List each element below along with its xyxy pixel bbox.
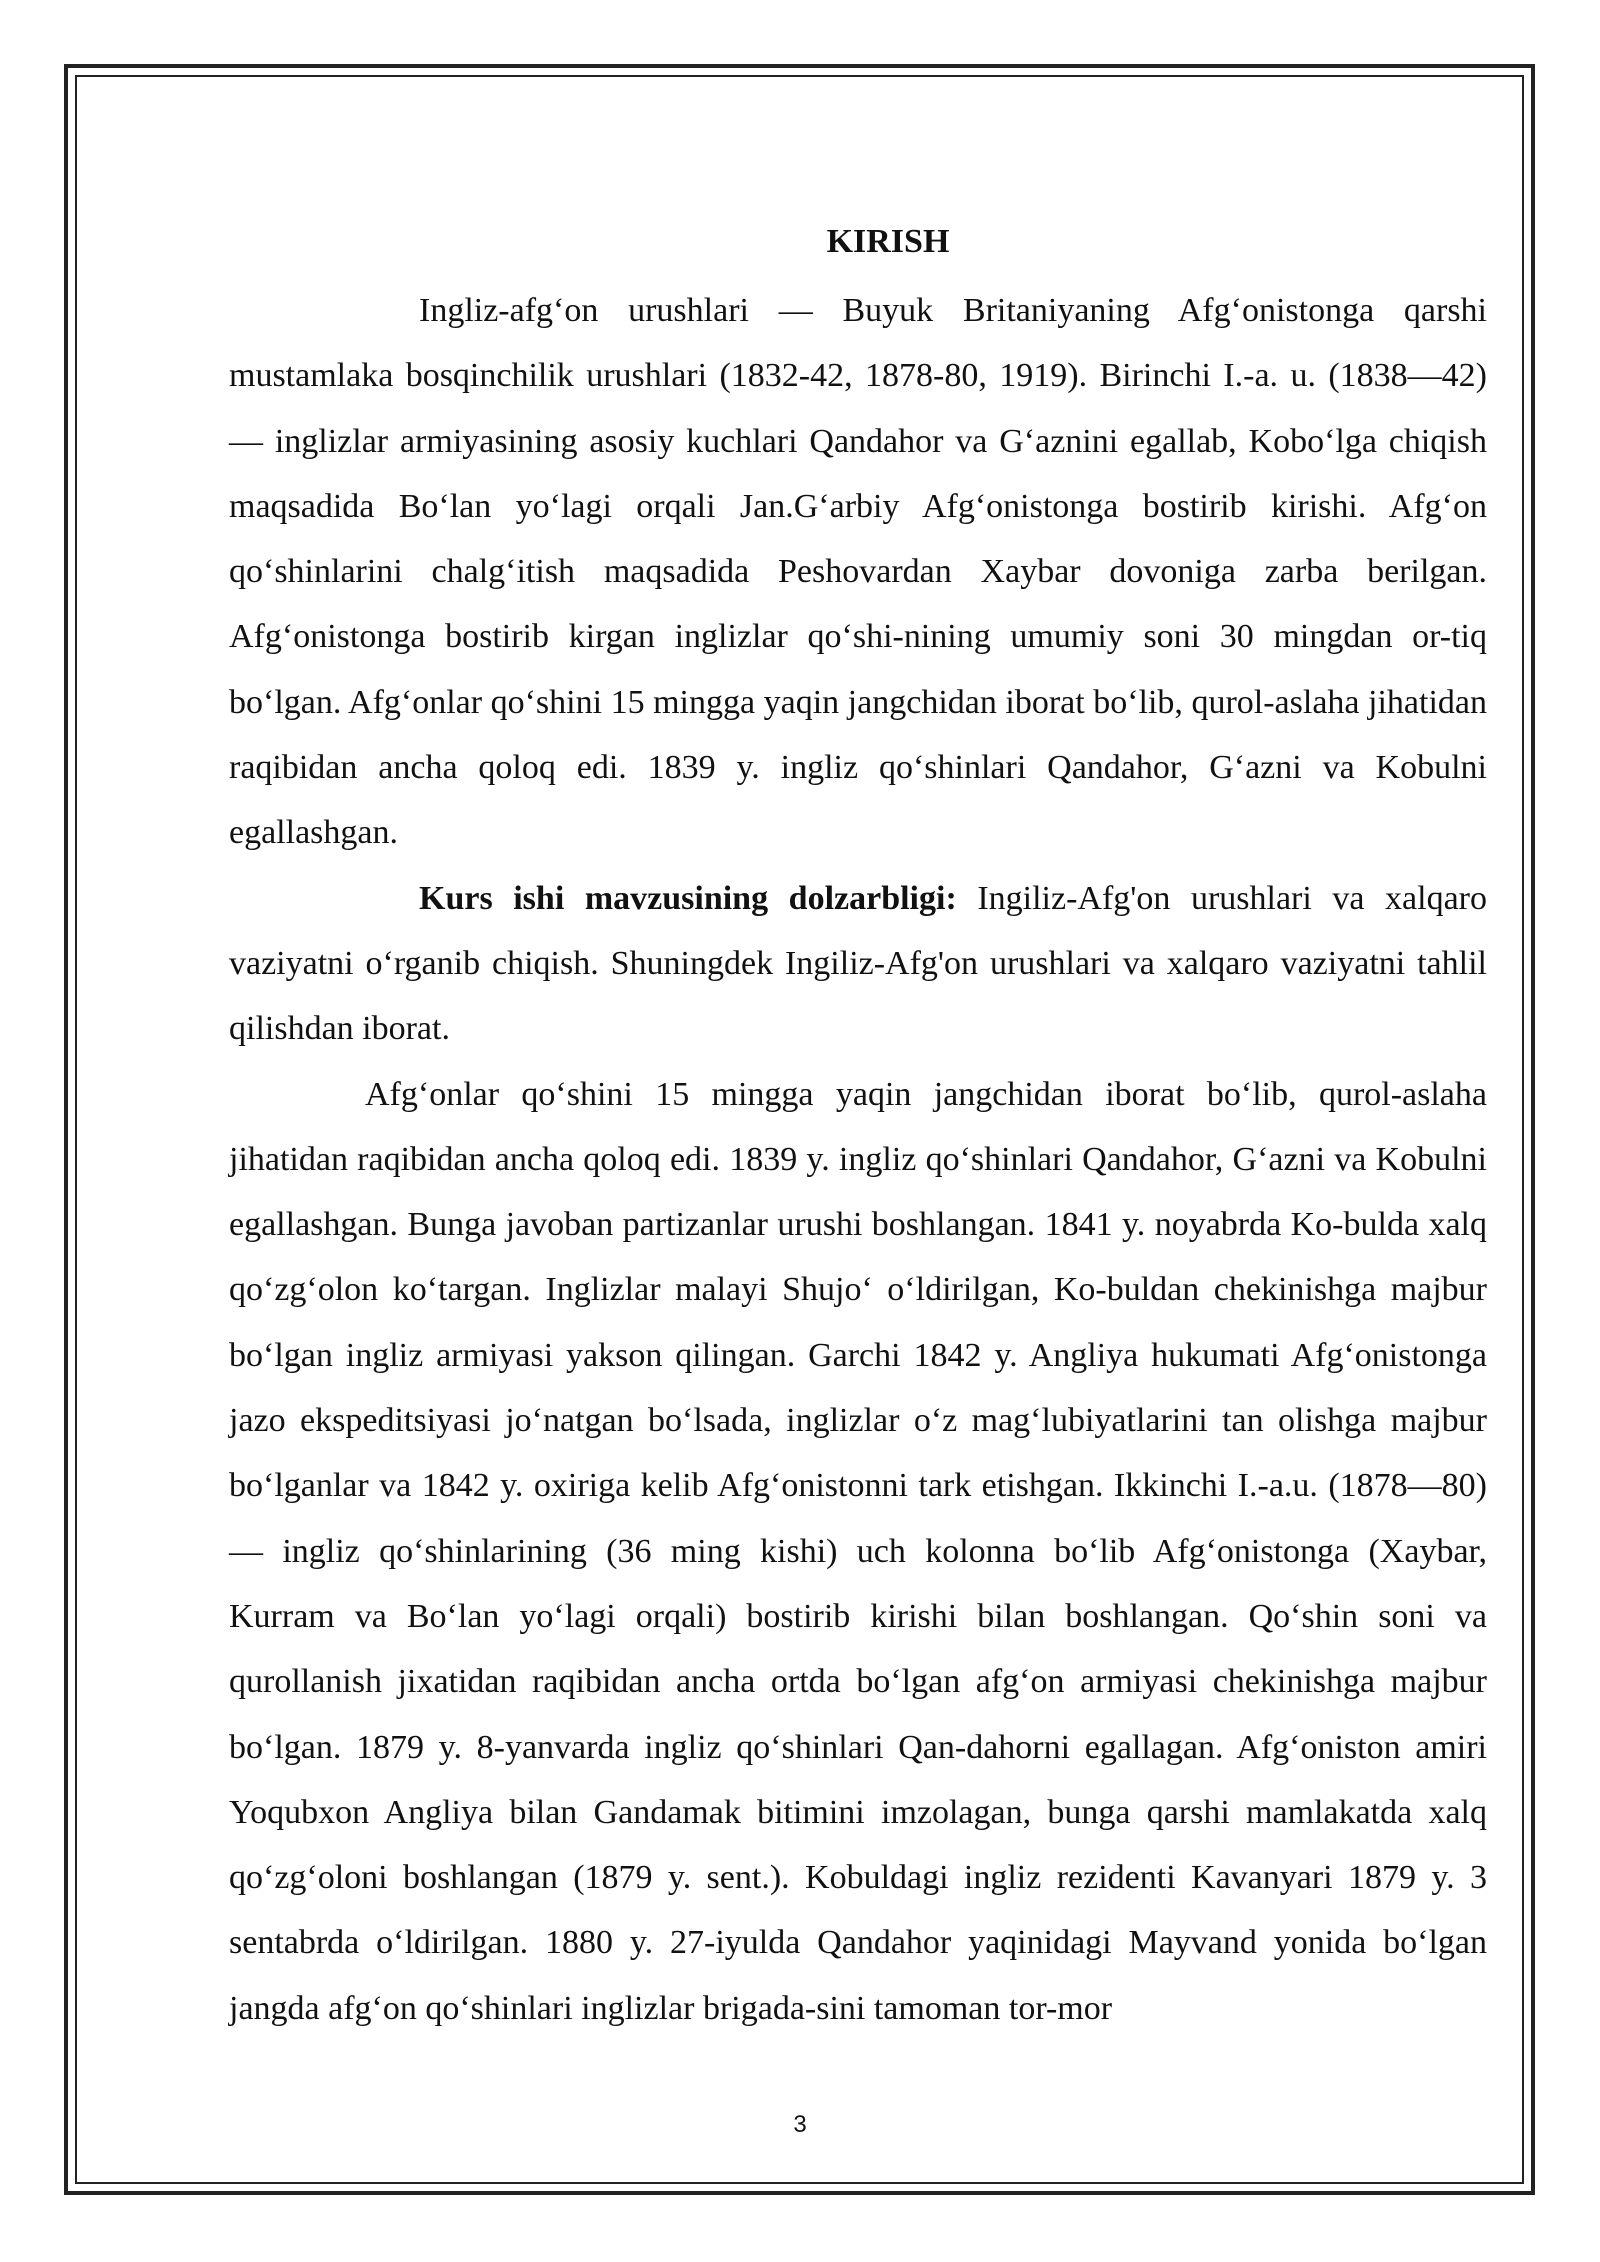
document-body [229, 210, 1487, 2041]
paragraph-history: Afg‘onlar qo‘shini 15 mingga yaqin jangchidan iborat bo‘lib, qurol-aslaha jihatidan raqibidan ancha qoloq edi. 1839 y. ingliz qo‘shinlari Qandahor, G‘azni va Kobulni egallashgan. Bunga javoban partizanlar urushi boshlangan. 1841 y. noyabrda Ko-bulda xalq qo‘zg‘olon ko‘targan. Inglizlar malayi Shujo‘ o‘ldirilgan, Ko-buldan chekinishga majbur bo‘lgan ingliz armiyasi yakson qilingan. Garchi 1842 y. Angliya hukumati Afg‘onistonga jazo ekspeditsiyasi jo‘natgan bo‘lsada, inglizlar o‘z mag‘lubiyatlarini tan olishga majbur bo‘lganlar va 1842 y. oxiriga kelib Afg‘onistonni tark etishgan. Ikkinchi I.-a.u. (1878—80) — ingliz qo‘shinlarining (36 ming kishi) uch kolonna bo‘lib Afg‘onistonga (Xaybar, Kurram va Bo‘lan yo‘lagi orqali) bostirib kirishi bilan boshlangan. Qo‘shin soni va qurollanish jixatidan raqibidan ancha ortda bo‘lgan afg‘on armiyasi chekinishga majbur bo‘lgan. 1879 y. 8-yanvarda ingliz qo‘shinlari Qan-dahorni egallagan. Afg‘oniston amiri Yoqubxon Angliya bilan Gandamak bitimini imzolagan, bunga qarshi mamlakatda xalq qo‘zg‘oloni boshlangan (1879 y. sent.). Kobuldagi ingliz rezidenti Kavanyari 1879 y. 3 sentabrda o‘ldirilgan. 1880 y. 27-iyulda Qandahor yaqinidagi Mayvand yonida bo‘lgan jangda afg‘on qo‘shinlari inglizlar brigada-sini tamoman tor-mor [229, 1075, 1487, 2027]
relevance-body: Ingiliz-Afg'on urushlari va xalqaro vaziyatni o‘rganib chiqish. Shuningdek Ingiliz-Afg'on urushlari va xalqaro vaziyatni tahlil qilishdan iborat. [229, 879, 1487, 1048]
document-title: KIRISH [826, 223, 950, 260]
paragraph-intro: Ingliz-afg‘on urushlari — Buyuk Britaniyaning Afg‘onistonga qarshi mustamlaka bosqinchilik urushlari (1832-42, 1878-80, 1919). Birinchi I.-a. u. (1838—42) — inglizlar armiyasining asosiy kuchlari Qandahor va G‘aznini egallab, Kobo‘lga chiqish maqsadida Bo‘lan yo‘lagi orqali Jan.G‘arbiy Afg‘onistonga bostirib kirishi. Afg‘on qo‘shinlarini chalg‘itish maqsadida Peshovardan Xaybar dovoniga zarba berilgan. Afg‘onistonga bostirib kirgan inglizlar qo‘shi-nining umumiy soni 30 mingdan or-tiq bo‘lgan. Afg‘onlar qo‘shini 15 mingga yaqin jangchidan iborat bo‘lib, qurol-aslaha jihatidan raqibidan ancha qoloq edi. 1839 y. ingliz qo‘shinlari Qandahor, G‘azni va Kobulni egallashgan. [229, 292, 1487, 852]
paragraph-relevance [229, 866, 1487, 1062]
relevance-lead: Kurs ishi mavzusining dolzarbligi: [419, 879, 957, 917]
page-number: 3 [793, 2111, 807, 2138]
